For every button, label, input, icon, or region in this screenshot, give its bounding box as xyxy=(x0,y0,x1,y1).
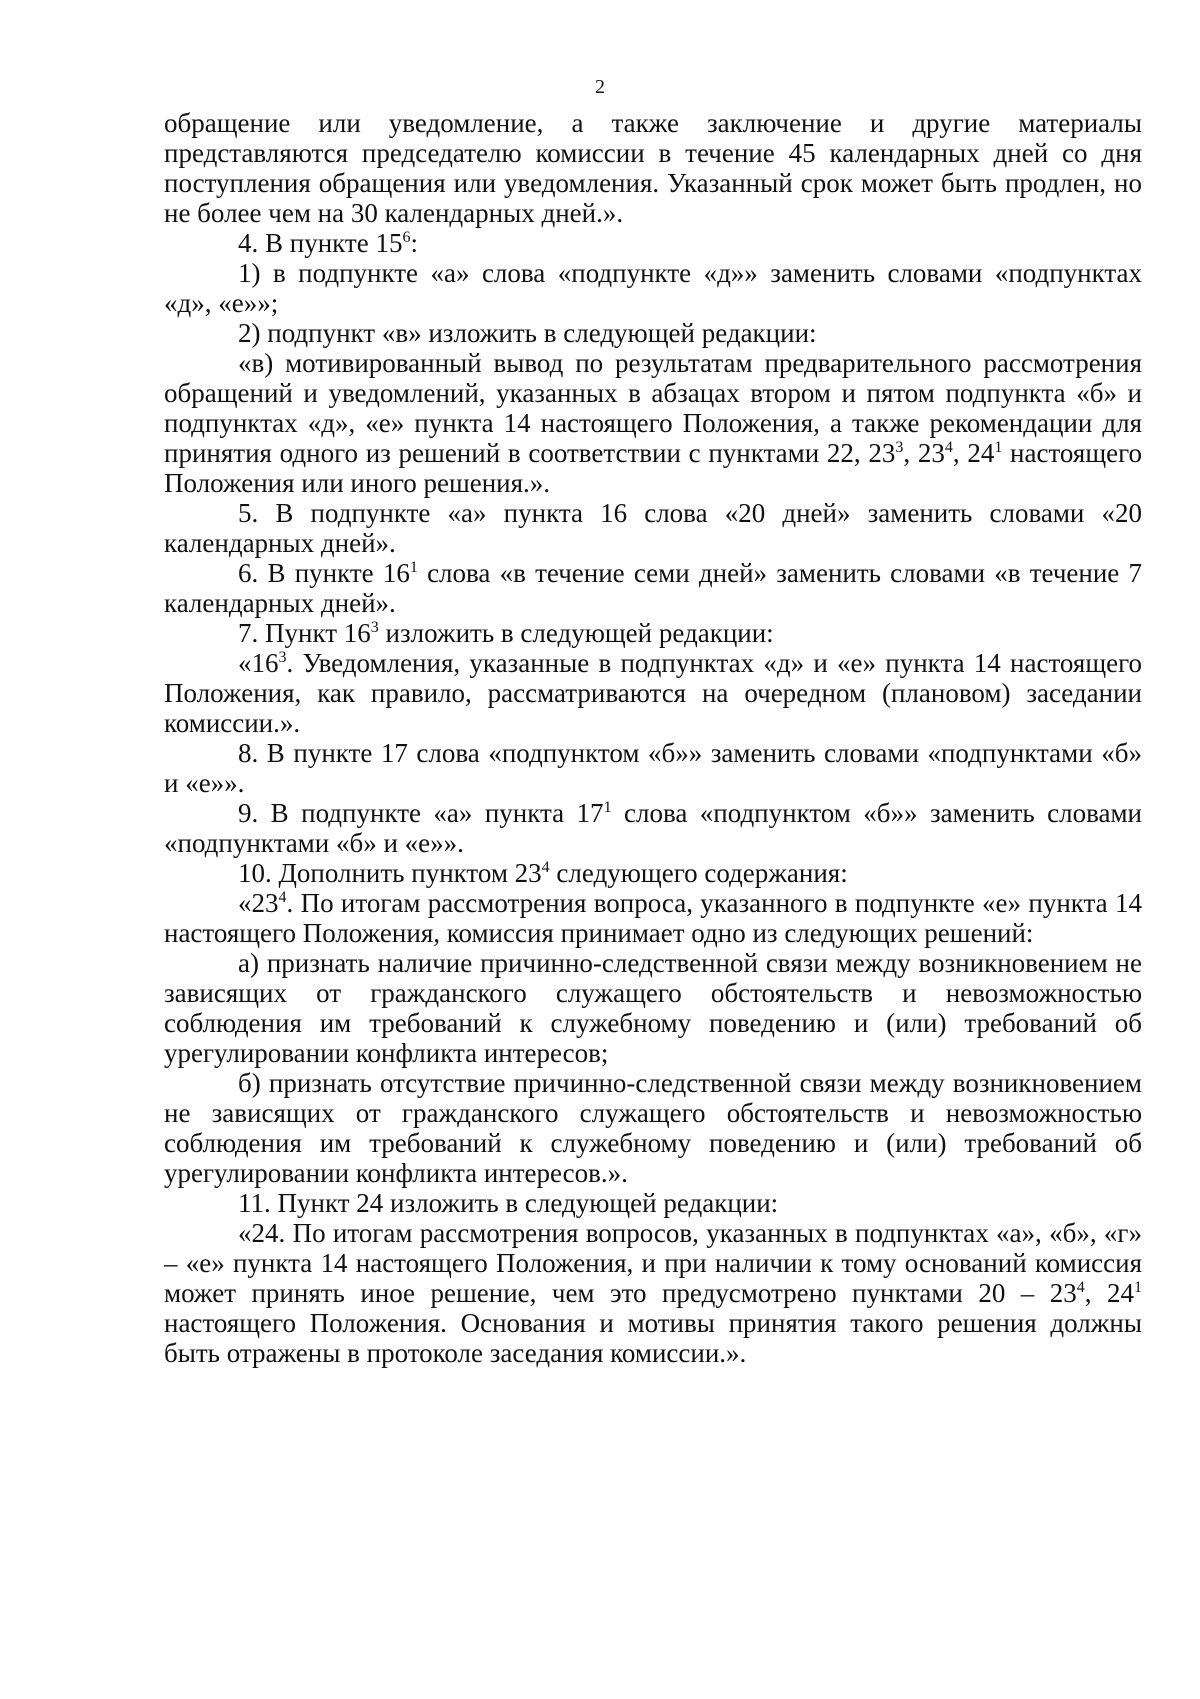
paragraph-text: слова «подпунктом «б»» заменить словами «подпунктами «б» и «е»». xyxy=(164,798,1142,858)
paragraph-text: следующего содержания: xyxy=(549,858,848,888)
superscript: 4 xyxy=(278,889,287,906)
paragraph-text: 11. Пункт 24 изложить в следующей редакции: xyxy=(238,1188,779,1218)
paragraph-text: 10. Дополнить пунктом 23 xyxy=(238,858,542,888)
paragraph-text: , 24 xyxy=(952,438,995,468)
paragraph-text: : xyxy=(410,228,418,258)
paragraph xyxy=(164,1188,1142,1218)
superscript: 6 xyxy=(402,229,411,246)
superscript: 1 xyxy=(409,559,418,576)
superscript: 3 xyxy=(370,619,379,636)
page-number: 2 xyxy=(595,76,605,98)
paragraph-text: слова «в течение семи дней» заменить словами «в течение 7 календарных дней». xyxy=(164,558,1143,618)
paragraph-text: 9. В подпункте «а» пункта 17 xyxy=(238,798,604,828)
paragraph xyxy=(164,498,1142,558)
paragraph-text: 2) подпункт «в» изложить в следующей редакции: xyxy=(238,318,817,348)
paragraph xyxy=(164,948,1142,1068)
paragraph xyxy=(164,858,1142,888)
paragraph xyxy=(164,348,1142,498)
superscript: 1 xyxy=(994,439,1003,456)
superscript: 3 xyxy=(278,649,287,666)
superscript: 4 xyxy=(541,859,550,876)
paragraph-text: «16 xyxy=(238,648,279,678)
paragraph xyxy=(164,228,1142,258)
superscript: 3 xyxy=(895,439,904,456)
paragraph xyxy=(164,558,1142,618)
paragraph-text: настоящего Положения или иного решения.». xyxy=(164,438,1142,498)
superscript: 1 xyxy=(1134,1279,1143,1296)
document-body xyxy=(164,108,1142,1368)
paragraph-text: 8. В пункте 17 слова «подпунктом «б»» заменить словами «подпунктами «б» и «е»». xyxy=(164,738,1142,798)
paragraph xyxy=(164,1068,1142,1188)
paragraph-text: б) признать отсутствие причинно-следственной связи между возникновением не зависящих от гражданского служащего обстоятельств и невозможностью соблюдения им требований к служебному поведению и (или) требований об урегулировании конфликта интересов.». xyxy=(164,1068,1142,1188)
paragraph xyxy=(164,888,1142,948)
paragraph xyxy=(164,258,1142,318)
paragraph-text: 5. В подпункте «а» пункта 16 слова «20 дней» заменить словами «20 календарных дней». xyxy=(164,498,1142,558)
paragraph-text: , 24 xyxy=(1084,1278,1135,1308)
paragraph-text: 7. Пункт 16 xyxy=(238,618,371,648)
paragraph xyxy=(164,108,1142,228)
paragraph xyxy=(164,1218,1142,1368)
paragraph xyxy=(164,798,1142,858)
paragraph-text: , 23 xyxy=(903,438,945,468)
paragraph-text: изложить в следующей редакции: xyxy=(378,618,774,648)
paragraph-text: «24. По итогам рассмотрения вопросов, указанных в подпунктах «а», «б», «г» – «е» пункта 14 настоящего Положения, и при наличии к тому оснований комиссия может принять иное решение, чем это предусмотрено пунктами 20 – 23 xyxy=(164,1218,1142,1308)
paragraph-text: а) признать наличие причинно-следственной связи между возникновением не зависящих от гражданского служащего обстоятельств и невозможностью соблюдения им требований к служебному поведению и (или) требований об урегулировании конфликта интересов; xyxy=(164,948,1142,1068)
paragraph-text: 1) в подпункте «а» слова «подпункте «д»» заменить словами «подпунктах «д», «е»»; xyxy=(164,258,1142,318)
paragraph-text: настоящего Положения. Основания и мотивы принятия такого решения должны быть отражены в протоколе заседания комиссии.». xyxy=(164,1308,1142,1368)
paragraph xyxy=(164,648,1142,738)
superscript: 4 xyxy=(944,439,953,456)
paragraph-text: . По итогам рассмотрения вопроса, указанного в подпункте «е» пункта 14 настоящего Положения, комиссия принимает одно из следующих решений: xyxy=(164,888,1142,948)
paragraph-text: 4. В пункте 15 xyxy=(238,228,403,258)
paragraph xyxy=(164,318,1142,348)
superscript: 4 xyxy=(1076,1279,1085,1296)
paragraph xyxy=(164,618,1142,648)
superscript: 1 xyxy=(603,799,612,816)
paragraph xyxy=(164,738,1142,798)
paragraph-text: обращение или уведомление, а также заключение и другие материалы представляются председателю комиссии в течение 45 календарных дней со дня поступления обращения или уведомления. Указанный срок может быть продлен, но не более чем на 30 календарных дней.». xyxy=(164,108,1142,228)
paragraph-text: 6. В пункте 16 xyxy=(238,558,410,588)
paragraph-text: . Уведомления, указанные в подпунктах «д» и «е» пункта 14 настоящего Положения, как правило, рассматриваются на очередном (плановом) заседании комиссии.». xyxy=(164,648,1142,738)
paragraph-text: «23 xyxy=(238,888,279,918)
paragraph-text: «в) мотивированный вывод по результатам предварительного рассмотрения обращений и уведомлений, указанных в абзацах втором и пятом подпункта «б» и подпунктах «д», «е» пункта 14 настоящего Положения, а также рекомендации для принятия одного из решений в соответствии с пунктами 22, 23 xyxy=(164,348,1142,468)
